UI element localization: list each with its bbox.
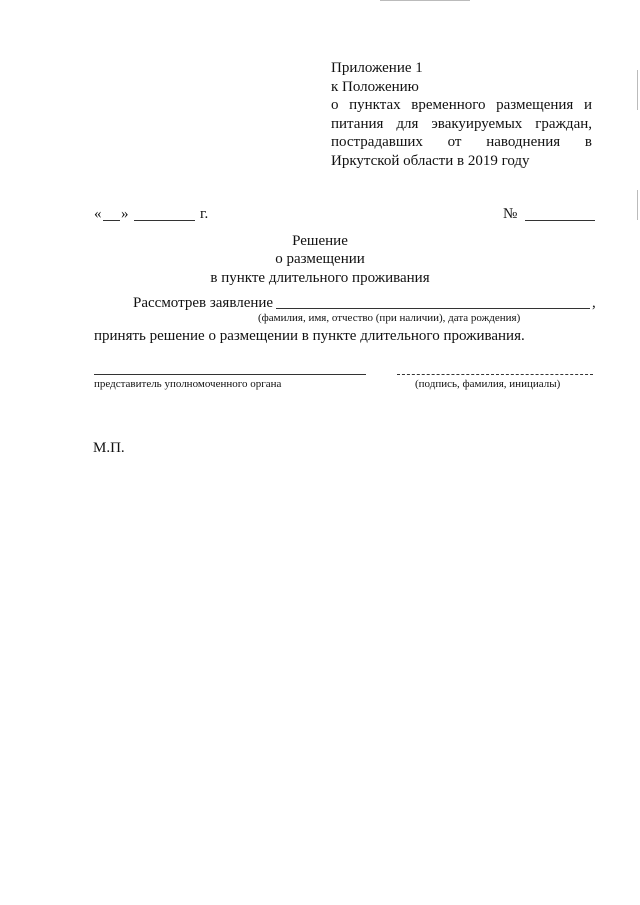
- number-field[interactable]: [525, 220, 595, 221]
- title-line: в пункте длительного проживания: [210, 270, 430, 286]
- decision-text: принять решение о размещении в пункте длительного проживания.: [94, 328, 525, 344]
- scan-edge: [637, 190, 638, 220]
- appendix-header: [331, 59, 592, 171]
- appendix-line: Иркутской области в 2019 году: [331, 152, 530, 169]
- month-field[interactable]: [134, 220, 195, 221]
- year-suffix: г.: [200, 206, 209, 222]
- scan-edge: [637, 70, 638, 110]
- appendix-line: пострадавших от наводнения в: [331, 134, 592, 151]
- applicant-field[interactable]: [276, 308, 590, 309]
- date-close-quote: »: [121, 206, 129, 222]
- appendix-line: о пунктах временного размещения и: [331, 97, 592, 114]
- stamp-label: М.П.: [93, 440, 125, 456]
- appendix-line: к Положению: [331, 78, 419, 95]
- number-label: №: [503, 206, 518, 222]
- date-open-quote: «: [94, 206, 102, 222]
- title-line: о размещении: [275, 251, 365, 267]
- signature-caption: (подпись, фамилия, инициалы): [415, 378, 561, 390]
- appendix-line: питания для эвакуируемых граждан,: [331, 115, 592, 132]
- signature-field[interactable]: [397, 374, 593, 375]
- representative-caption: представитель уполномоченного органа: [94, 378, 282, 390]
- applicant-caption: (фамилия, имя, отчество (при наличии), дата рождения): [258, 312, 521, 324]
- scan-edge: [380, 0, 470, 1]
- representative-field[interactable]: [94, 374, 366, 375]
- appendix-line: Приложение 1: [331, 60, 423, 76]
- title-line: Решение: [292, 233, 348, 249]
- comma: ,: [592, 295, 596, 311]
- considering-label: Рассмотрев заявление: [133, 295, 274, 311]
- day-field[interactable]: [103, 220, 120, 221]
